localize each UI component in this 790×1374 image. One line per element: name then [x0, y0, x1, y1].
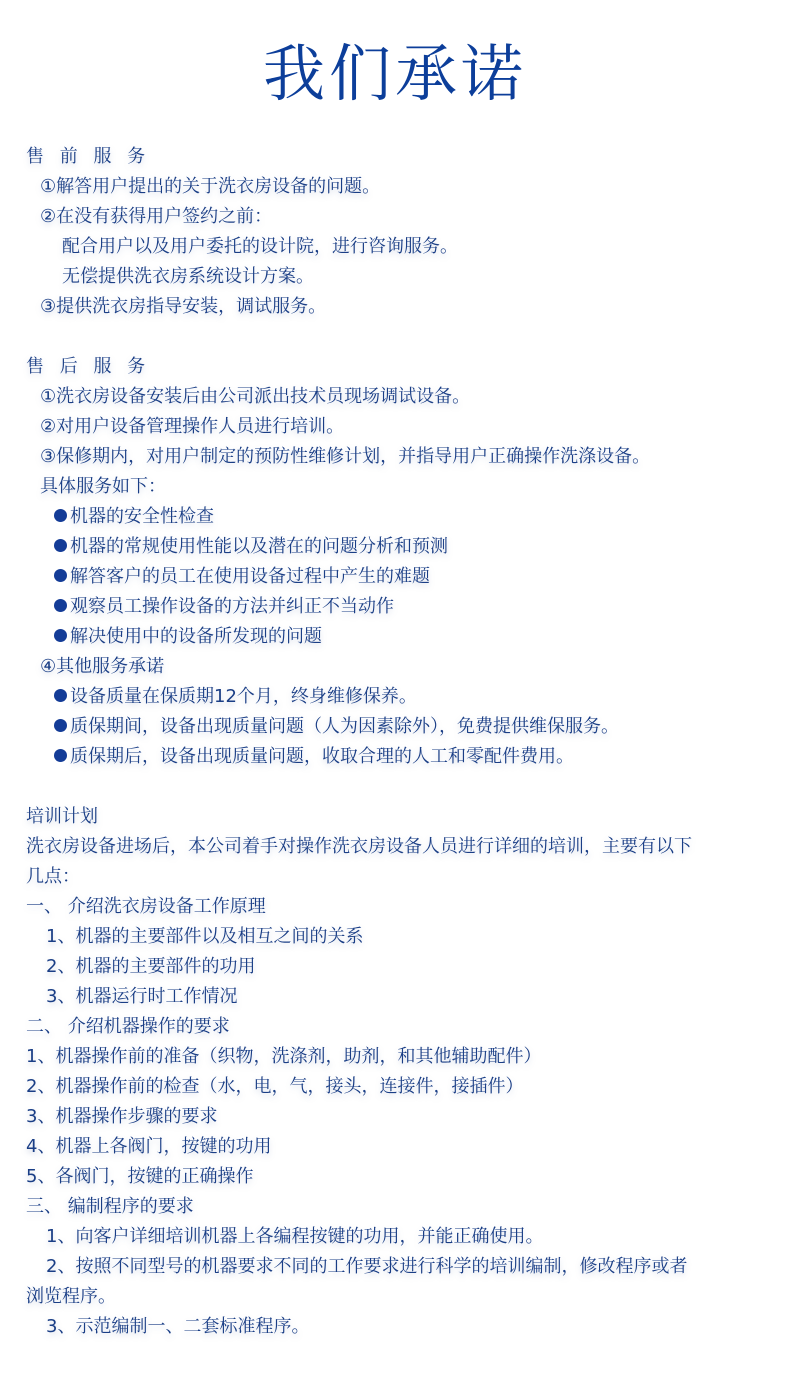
detail-text: 解答客户的员工在使用设备过程中产生的难题 — [70, 566, 430, 587]
page-title: 我们承诺 — [262, 37, 527, 110]
detail-list-item — [0, 562, 790, 592]
detail-heading: 具体服务如下： — [40, 476, 166, 497]
bullet-icon — [54, 689, 67, 702]
section-item: 1、机器的主要部件以及相互之间的关系 — [46, 926, 364, 947]
detail-list-item — [0, 502, 790, 532]
bullet-icon — [54, 599, 67, 612]
section-item: 1、向客户详细培训机器上各编程按键的功用，并能正确使用。 — [46, 1226, 544, 1247]
training-intro: 洗衣房设备进场后，本公司着手对操作洗衣房设备人员进行详细的培训，主要有以下 — [26, 836, 692, 857]
detail-text: 解决使用中的设备所发现的问题 — [70, 626, 322, 647]
section-item: 2、机器的主要部件的功用 — [46, 956, 256, 977]
after-sales-item: ②对用户设备管理操作人员进行培训。 — [40, 416, 345, 437]
after-sales-item: ③保修期内，对用户制定的预防性维修计划，并指导用户正确操作洗涤设备。 — [40, 446, 651, 467]
training-intro: 几点： — [26, 866, 80, 887]
section-item: 2、机器操作前的检查（水，电，气，接头，连接件，接插件） — [26, 1076, 524, 1097]
bullet-icon — [54, 539, 67, 552]
section-heading: 二、 介绍机器操作的要求 — [26, 1016, 230, 1037]
spacer — [0, 322, 790, 352]
section-item: 3、机器运行时工作情况 — [46, 986, 238, 1007]
bullet-icon — [54, 569, 67, 582]
section-item: 4、机器上各阀门，按键的功用 — [26, 1136, 272, 1157]
detail-text: 机器的安全性检查 — [70, 506, 214, 527]
section-item-continued: 浏览程序。 — [26, 1286, 116, 1307]
after-sales-heading: 售 后 服 务 — [26, 356, 151, 377]
pre-sales-heading: 售 前 服 务 — [26, 146, 151, 167]
bullet-icon — [54, 629, 67, 642]
section-item: 3、机器操作步骤的要求 — [26, 1106, 218, 1127]
section-item: 1、机器操作前的准备（织物，洗涤剂，助剂，和其他辅助配件） — [26, 1046, 542, 1067]
pre-sales-item: ①解答用户提出的关于洗衣房设备的问题。 — [40, 176, 381, 197]
other-text: 质保期间，设备出现质量问题（人为因素除外），免费提供维保服务。 — [70, 716, 619, 737]
other-list-item — [0, 742, 790, 772]
detail-list-item — [0, 622, 790, 652]
section-heading: 一、 介绍洗衣房设备工作原理 — [26, 896, 266, 917]
pre-sales-subitem: 配合用户以及用户委托的设计院，进行咨询服务。 — [62, 236, 458, 257]
detail-text: 观察员工操作设备的方法并纠正不当动作 — [70, 596, 394, 617]
other-list-item — [0, 712, 790, 742]
pre-sales-item: ②在没有获得用户签约之前： — [40, 206, 273, 227]
bullet-icon — [54, 719, 67, 732]
section-item: 3、示范编制一、二套标准程序。 — [46, 1316, 310, 1337]
other-heading: ④其他服务承诺 — [40, 656, 165, 677]
after-sales-item: ①洗衣房设备安装后由公司派出技术员现场调试设备。 — [40, 386, 471, 407]
section-item: 2、按照不同型号的机器要求不同的工作要求进行科学的培训编制，修改程序或者 — [46, 1256, 688, 1277]
document-body — [0, 142, 790, 1342]
pre-sales-subitem: 无偿提供洗衣房系统设计方案。 — [62, 266, 314, 287]
training-heading: 培训计划 — [26, 806, 98, 827]
other-text: 质保期后，设备出现质量问题，收取合理的人工和零配件费用。 — [70, 746, 574, 767]
bullet-icon — [54, 749, 67, 762]
other-text: 设备质量在保质期12个月，终身维修保养。 — [70, 686, 417, 707]
section-item: 5、各阀门，按键的正确操作 — [26, 1166, 254, 1187]
bullet-icon — [54, 509, 67, 522]
detail-list-item — [0, 592, 790, 622]
other-list-item — [0, 682, 790, 712]
pre-sales-item: ③提供洗衣房指导安装，调试服务。 — [40, 296, 327, 317]
detail-list-item — [0, 532, 790, 562]
spacer — [0, 772, 790, 802]
detail-text: 机器的常规使用性能以及潜在的问题分析和预测 — [70, 536, 448, 557]
section-heading: 三、 编制程序的要求 — [26, 1196, 194, 1217]
